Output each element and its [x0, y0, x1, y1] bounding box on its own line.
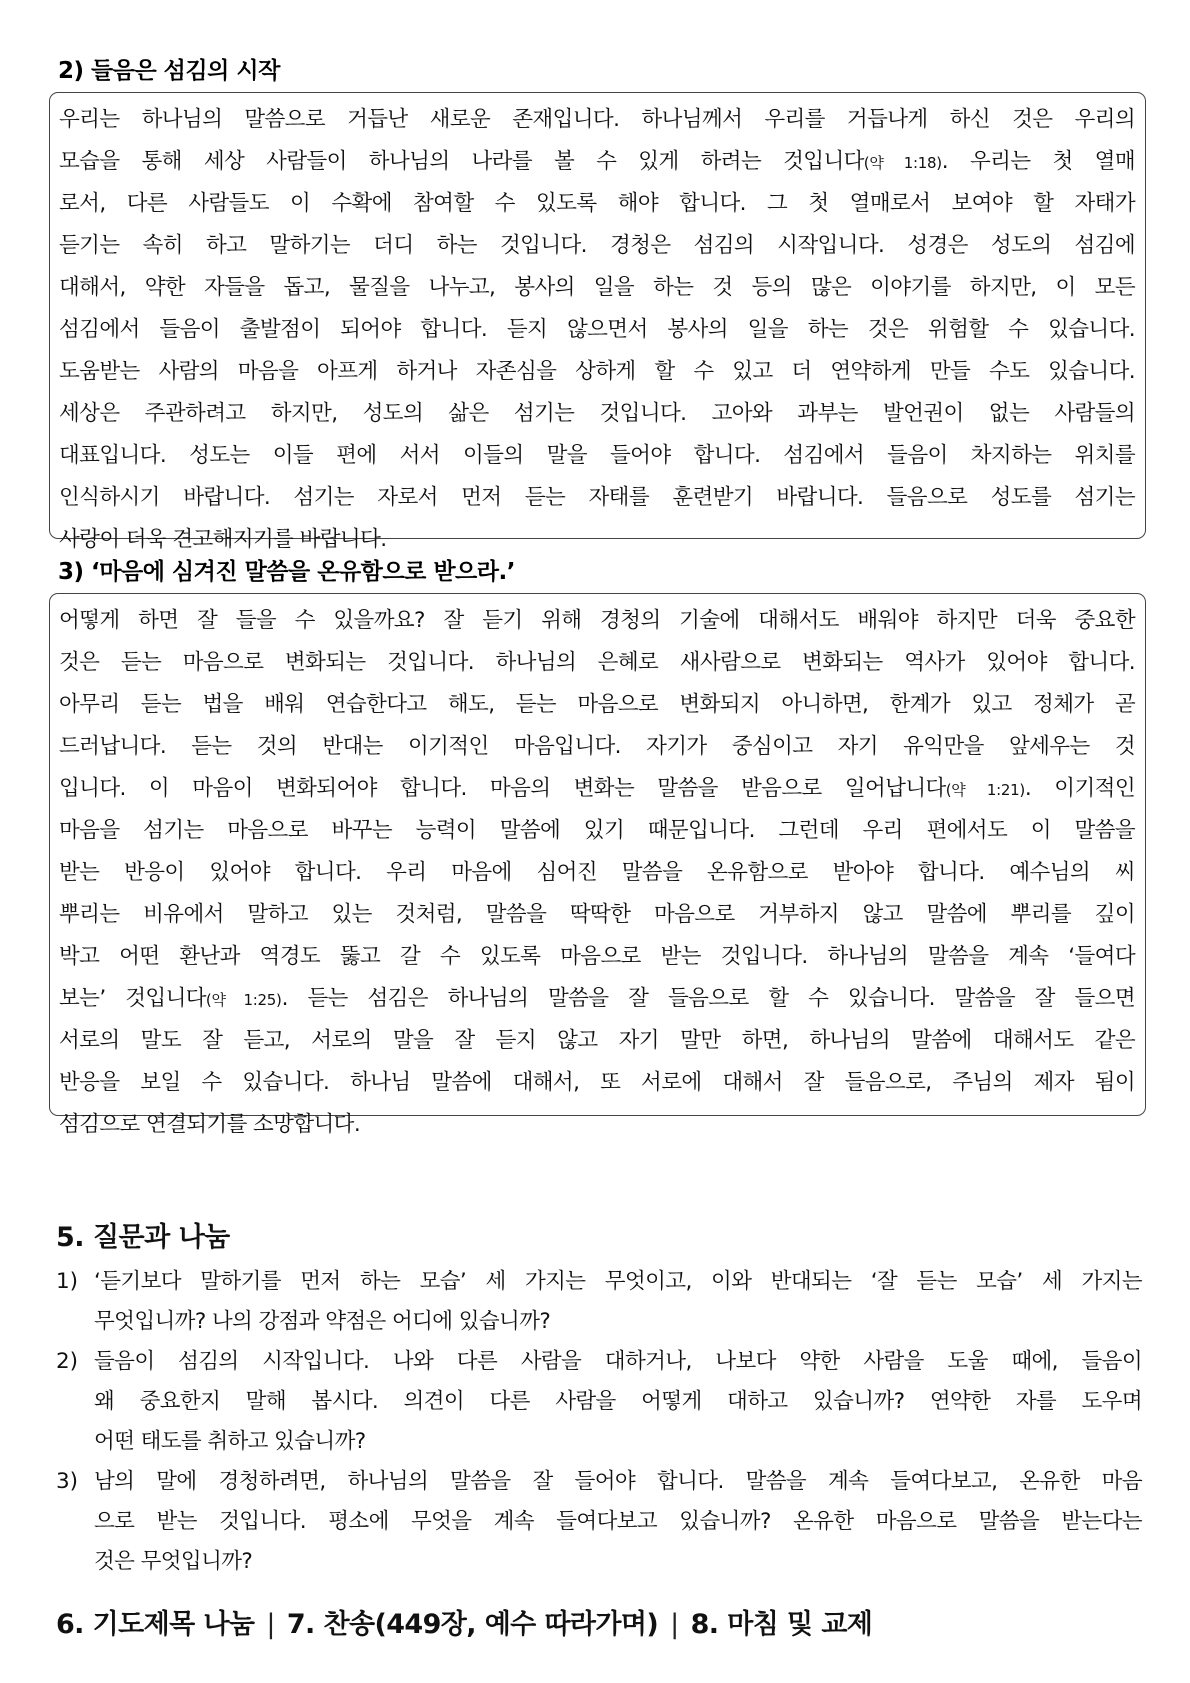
question-item — [56, 1262, 1142, 1342]
paragraph-line: 듣기는 속히 하고 말하기는 더디 하는 것입니다. 경청은 섬김의 시작입니다. 성경은 성도의 섬김에 — [59, 233, 1135, 258]
questions-list — [56, 1262, 1142, 1582]
question-number: 3) — [56, 1469, 79, 1494]
paragraph-line: 대표입니다. 성도는 이들 편에 서서 이들의 말을 들어야 합니다. 섬김에서 들음이 차지하는 위치를 — [59, 443, 1135, 468]
paragraph-line: 우리는 하나님의 말씀으로 거듭난 새로운 존재입니다. 하나님께서 우리를 거듭나게 하신 것은 우리의 — [59, 107, 1135, 132]
scripture-reference: (약 1:25) — [205, 991, 282, 1009]
paragraph-line: 것은 듣는 마음으로 변화되는 것입니다. 하나님의 은혜로 새사람으로 변화되는 역사가 있어야 합니다. — [59, 650, 1135, 675]
paragraph-line: 입니다. 이 마음이 변화되어야 합니다. 마음의 변화는 말씀을 받음으로 일어납니다(약 1:21). 이기적인 — [59, 776, 1135, 801]
question-line: 것은 무엇입니까? — [94, 1549, 253, 1574]
paragraph-line: 로서, 다른 사람들도 이 수확에 참여할 수 있도록 해야 합니다. 그 첫 열매로서 보여야 할 자태가 — [59, 191, 1135, 216]
question-number: 2) — [56, 1349, 79, 1374]
paragraph-line: 섬김으로 연결되기를 소망합니다. — [59, 1112, 361, 1137]
questions-title: 5. 질문과 나눔 — [56, 1222, 230, 1253]
question-line: 으로 받는 것입니다. 평소에 무엇을 계속 들여다보고 있습니까? 온유한 마음으로 말씀을 받는다는 — [94, 1509, 1142, 1534]
closing-item: 8. 마침 및 교제 — [690, 1609, 873, 1640]
paragraph-line: 대해서, 약한 자들을 돕고, 물질을 나누고, 봉사의 일을 하는 것 등의 많은 이야기를 하지만, 이 모든 — [59, 275, 1135, 300]
hymn-item: 7. 찬송(449장, 예수 따라가며) — [286, 1609, 659, 1640]
question-line: 남의 말에 경청하려면, 하나님의 말씀을 잘 들어야 합니다. 말씀을 계속 들여다보고, 온유한 마음 — [94, 1469, 1142, 1494]
paragraph-line: 받는 반응이 있어야 합니다. 우리 마음에 심어진 말씀을 온유함으로 받아야 합니다. 예수님의 씨 — [59, 860, 1135, 885]
question-item — [56, 1342, 1142, 1462]
paragraph-line: 드러납니다. 듣는 것의 반대는 이기적인 마음입니다. 자기가 중심이고 자기 유익만을 앞세우는 것 — [59, 734, 1135, 759]
paragraph-line: 서로의 말도 잘 듣고, 서로의 말을 잘 듣지 않고 자기 말만 하면, 하나님의 말씀에 대해서도 같은 — [59, 1028, 1135, 1053]
scripture-reference: (약 1:21) — [945, 781, 1025, 799]
question-line: 들음이 섬김의 시작입니다. 나와 다른 사람을 대하거나, 나보다 약한 사람을 도울 때에, 들음이 — [94, 1349, 1142, 1374]
section-2-heading: 2) 들음은 섬김의 시작 — [58, 58, 280, 84]
paragraph-line: 반응을 보일 수 있습니다. 하나님 말씀에 대해서, 또 서로에 대해서 잘 들음으로, 주님의 제자 됨이 — [59, 1070, 1135, 1095]
closing-order-line — [56, 1602, 872, 1641]
paragraph-line: 도움받는 사람의 마음을 아프게 하거나 자존심을 상하게 할 수 있고 더 연약하게 만들 수도 있습니다. — [59, 359, 1135, 384]
paragraph-line: 뿌리는 비유에서 말하고 있는 것처럼, 말씀을 딱딱한 마음으로 거부하지 않고 말씀에 뿌리를 깊이 — [59, 902, 1135, 927]
paragraph-line: 마음을 섬기는 마음으로 바꾸는 능력이 말씀에 있기 때문입니다. 그런데 우리 편에서도 이 말씀을 — [59, 818, 1135, 843]
section-2-box — [49, 92, 1146, 552]
question-line: ‘듣기보다 말하기를 먼저 하는 모습’ 세 가지는 무엇이고, 이와 반대되는 ‘잘 듣는 모습’ 세 가지는 — [94, 1269, 1142, 1294]
scripture-reference: (약 1:18) — [863, 154, 942, 172]
section-3-box — [49, 593, 1146, 1137]
paragraph-line: 섬김에서 들음이 출발점이 되어야 합니다. 듣지 않으면서 봉사의 일을 하는 것은 위험할 수 있습니다. — [59, 317, 1135, 342]
paragraph-line: 모습을 통해 세상 사람들이 하나님의 나라를 볼 수 있게 하려는 것입니다(약 1:18). 우리는 첫 열매 — [59, 149, 1135, 174]
paragraph-line: 아무리 듣는 법을 배워 연습한다고 해도, 듣는 마음으로 변화되지 아니하면, 한계가 있고 정체가 곧 — [59, 692, 1135, 717]
paragraph-line: 보는’ 것입니다(약 1:25). 듣는 섬김은 하나님의 말씀을 잘 들음으로 할 수 있습니다. 말씀을 잘 들으면 — [59, 986, 1135, 1011]
paragraph-line: 어떻게 하면 잘 들을 수 있을까요? 잘 듣기 위해 경청의 기술에 대해서도 배워야 하지만 더욱 중요한 — [59, 608, 1135, 633]
paragraph-line: 박고 어떤 환난과 역경도 뚫고 갈 수 있도록 마음으로 받는 것입니다. 하나님의 말씀을 계속 ‘들여다 — [59, 944, 1135, 969]
separator: | — [670, 1609, 679, 1640]
separator: | — [266, 1609, 275, 1640]
question-line: 무엇입니까? 나의 강점과 약점은 어디에 있습니까? — [94, 1309, 551, 1334]
question-number: 1) — [56, 1269, 79, 1294]
question-line: 왜 중요한지 말해 봅시다. 의견이 다른 사람을 어떻게 대하고 있습니까? 연약한 자를 도우며 — [94, 1389, 1142, 1414]
question-item — [56, 1462, 1142, 1582]
question-line: 어떤 태도를 취하고 있습니까? — [94, 1429, 366, 1454]
paragraph-line: 인식하시기 바랍니다. 섬기는 자로서 먼저 듣는 자태를 훈련받기 바랍니다. 들음으로 성도를 섬기는 — [59, 485, 1135, 510]
paragraph-line: 사랑이 더욱 견고해지기를 바랍니다. — [59, 527, 387, 552]
section-3-heading: 3) ‘마음에 심겨진 말씀을 온유함으로 받으라.’ — [58, 559, 515, 585]
paragraph-line: 세상은 주관하려고 하지만, 성도의 삶은 섬기는 것입니다. 고아와 과부는 발언권이 없는 사람들의 — [59, 401, 1135, 426]
prayer-sharing-item: 6. 기도제목 나눔 — [56, 1609, 255, 1640]
